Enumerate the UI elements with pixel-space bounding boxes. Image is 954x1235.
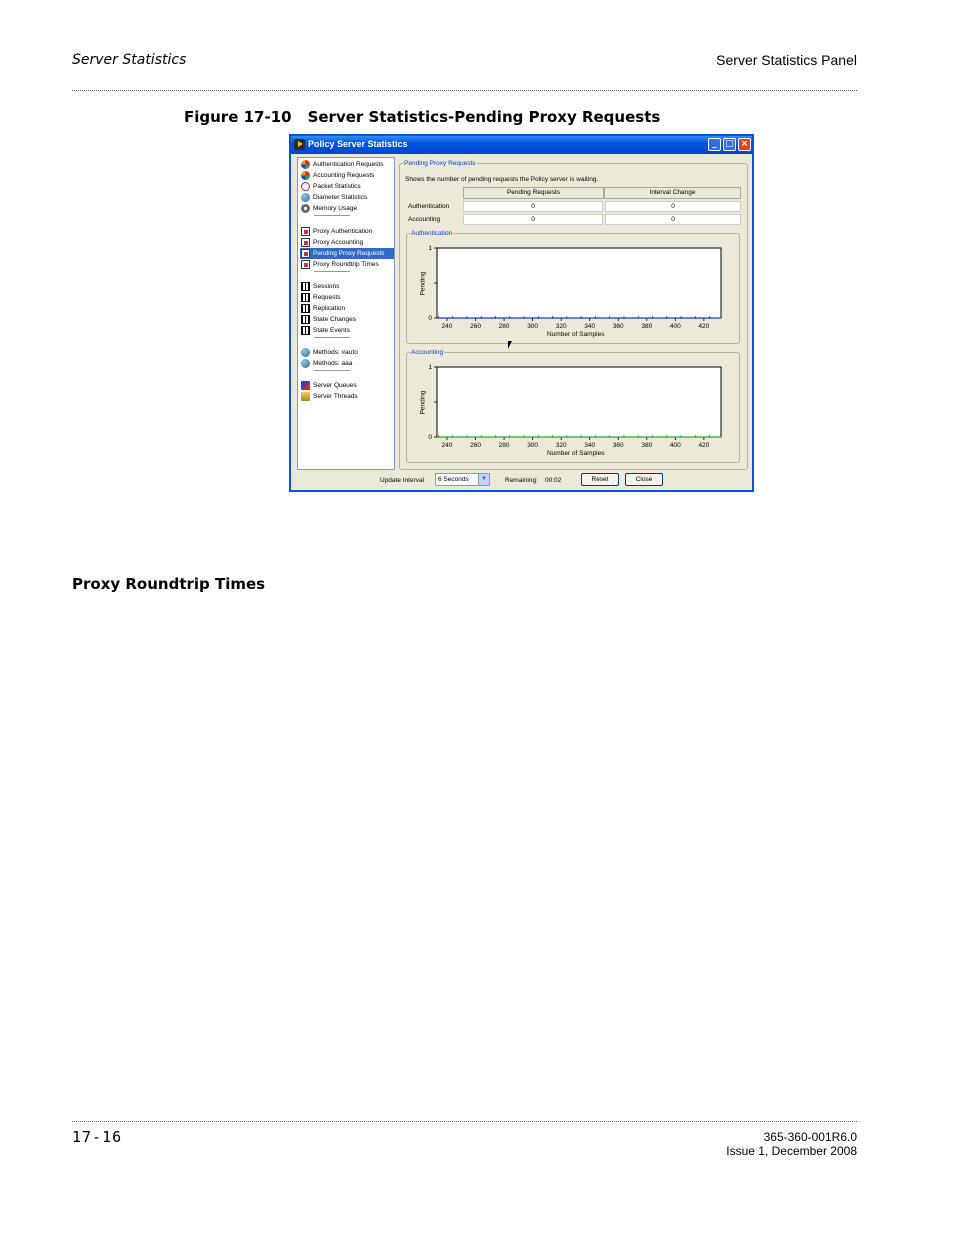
accounting-chart-label: Accounting [411, 349, 444, 356]
x-tick-label: 340 [584, 442, 596, 449]
tree-item-label: State Events [313, 327, 350, 334]
sphere-icon [301, 348, 310, 357]
policy-server-statistics-window [289, 134, 754, 492]
grid-icon [301, 293, 310, 302]
x-tick-label: 360 [612, 323, 624, 330]
x-tick-label: 300 [527, 442, 539, 449]
close-button[interactable]: Close [625, 473, 663, 486]
tree-item-label: State Changes [313, 316, 357, 323]
auth-pending-value: 0 [463, 201, 603, 212]
acct-x-label: Number of Samples [547, 450, 605, 457]
bottom-controls [291, 472, 752, 490]
statistics-tree [297, 157, 395, 470]
thread-icon [301, 392, 310, 401]
pending-proxy-requests-group [399, 160, 748, 470]
x-tick-label: 420 [698, 442, 710, 449]
acct-change-value: 0 [605, 214, 741, 225]
tree-separator [314, 271, 350, 272]
tree-item-label: Replication [313, 305, 346, 312]
tree-item-label: Pending Proxy Requests [313, 250, 385, 257]
y-tick-label: 0 [428, 434, 432, 441]
authentication-chart [407, 234, 741, 345]
row-label-accounting: Accounting [408, 216, 441, 223]
section-heading: Proxy Roundtrip Times [72, 575, 266, 593]
x-tick-label: 360 [612, 442, 624, 449]
running-header-left: Server Statistics [72, 52, 187, 68]
tree-item[interactable] [300, 380, 394, 391]
multi-color-icon [301, 171, 310, 180]
tree-item[interactable] [300, 314, 394, 325]
auth-x-label: Number of Samples [547, 331, 605, 338]
tree-item-label: Authentication Requests [313, 161, 384, 168]
y-tick-label: 1 [428, 245, 432, 252]
gear-icon [301, 204, 310, 213]
close-window-button[interactable]: × [738, 138, 751, 151]
tree-item[interactable] [300, 237, 394, 248]
remaining-value: 00:02 [545, 477, 562, 484]
tree-item[interactable] [300, 259, 394, 270]
tree-separator [314, 337, 350, 338]
update-interval-select[interactable] [435, 473, 490, 486]
application-icon [294, 139, 305, 150]
tree-item[interactable] [300, 170, 394, 181]
page-number: 17-16 [72, 1128, 123, 1146]
queue-icon [301, 381, 310, 390]
update-interval-label: Update Interval [380, 477, 425, 484]
tree-item-label: Proxy Accounting [313, 239, 364, 246]
x-tick-label: 380 [641, 323, 653, 330]
figure-title: Server Statistics-Pending Proxy Requests [307, 108, 661, 126]
x-tick-label: 240 [441, 323, 453, 330]
tree-item[interactable] [300, 181, 394, 192]
auth-y-label: Pending [419, 271, 427, 296]
grid-icon [301, 326, 310, 335]
tree-item-label: Server Threads [313, 393, 358, 400]
tree-item[interactable] [300, 192, 394, 203]
tree-separator [314, 370, 350, 371]
figure-caption [184, 108, 660, 126]
sphere-icon [301, 193, 310, 202]
x-tick-label: 400 [669, 442, 681, 449]
tree-item-label: Diameter Statistics [313, 194, 368, 201]
chevron-down-icon[interactable]: ▼ [478, 474, 489, 485]
remaining-label: Remaining: [505, 477, 538, 484]
panel-description: Shows the number of pending requests the Policy server is waiting. [405, 176, 599, 183]
column-header-pending[interactable]: Pending Requests [463, 187, 604, 199]
x-tick-label: 340 [584, 323, 596, 330]
tree-item[interactable] [300, 248, 394, 259]
tree-item-label: Proxy Authentication [313, 228, 373, 235]
tree-item-label: Server Queues [313, 382, 357, 389]
acct-pending-value: 0 [463, 214, 603, 225]
accounting-chart-group [406, 349, 740, 463]
update-interval-value: 6 Seconds [438, 476, 469, 483]
clock-icon [301, 182, 310, 191]
plot-area [437, 367, 721, 437]
grid-icon [301, 282, 310, 291]
header-rule [72, 90, 857, 91]
tree-item-label: Accounting Requests [313, 172, 375, 179]
x-tick-label: 280 [498, 323, 510, 330]
plot-area [437, 248, 721, 318]
auth-change-value: 0 [605, 201, 741, 212]
footer-rule [72, 1121, 857, 1122]
acct-y-label: Pending [419, 390, 427, 415]
document-icon [301, 249, 310, 258]
document-icon [301, 260, 310, 269]
authentication-chart-label: Authentication [411, 230, 453, 237]
window-title: Policy Server Statistics [308, 139, 408, 149]
grid-icon [301, 315, 310, 324]
x-tick-label: 300 [527, 323, 539, 330]
grid-icon [301, 304, 310, 313]
tree-item[interactable] [300, 347, 394, 358]
row-label-authentication: Authentication [408, 203, 450, 210]
x-tick-label: 260 [470, 323, 481, 330]
tree-item[interactable] [300, 281, 394, 292]
column-header-change[interactable]: Interval Change [604, 187, 741, 199]
tree-item-label: Sessions [313, 283, 340, 290]
tree-item-label: Memory Usage [313, 205, 358, 212]
tree-item-label: Packet Statistics [313, 183, 361, 190]
running-header-right: Server Statistics Panel [716, 52, 857, 68]
tree-item[interactable] [300, 358, 394, 369]
y-tick-label: 0 [428, 315, 432, 322]
authentication-chart-group [406, 230, 740, 344]
tree-item[interactable] [300, 159, 394, 170]
document-number: 365-360-001R6.0 [763, 1130, 857, 1144]
tree-item[interactable] [300, 226, 394, 237]
group-label: Pending Proxy Requests [404, 160, 476, 167]
reset-button[interactable]: Reset [581, 473, 619, 486]
x-tick-label: 420 [698, 323, 710, 330]
x-tick-label: 320 [555, 323, 567, 330]
accounting-chart [407, 353, 741, 464]
x-tick-label: 240 [441, 442, 453, 449]
maximize-button[interactable]: □ [723, 138, 736, 151]
tree-item[interactable] [300, 391, 394, 402]
minimize-button[interactable]: _ [708, 138, 721, 151]
y-tick-label: 1 [428, 364, 432, 371]
tree-item-label: Proxy Roundtrip Times [313, 261, 379, 268]
document-icon [301, 227, 310, 236]
x-tick-label: 380 [641, 442, 653, 449]
sphere-icon [301, 359, 310, 368]
figure-number: Figure 17-10 [184, 108, 292, 126]
mouse-pointer-icon [508, 341, 512, 349]
x-tick-label: 260 [470, 442, 481, 449]
x-tick-label: 400 [669, 323, 681, 330]
window-titlebar[interactable] [291, 136, 752, 154]
x-tick-label: 320 [555, 442, 567, 449]
tree-item-label: Methods: aaa [313, 360, 353, 367]
tree-item[interactable] [300, 292, 394, 303]
issue-date: Issue 1, December 2008 [726, 1144, 857, 1158]
x-tick-label: 280 [498, 442, 510, 449]
tree-item-label: Requests [313, 294, 341, 301]
tree-item[interactable] [300, 203, 394, 214]
document-icon [301, 238, 310, 247]
multi-color-icon [301, 160, 310, 169]
tree-item-label: Methods: #auto [313, 349, 358, 356]
footer-doc-info [726, 1130, 857, 1158]
tree-item[interactable] [300, 325, 394, 336]
tree-separator [314, 215, 350, 216]
tree-item[interactable] [300, 303, 394, 314]
